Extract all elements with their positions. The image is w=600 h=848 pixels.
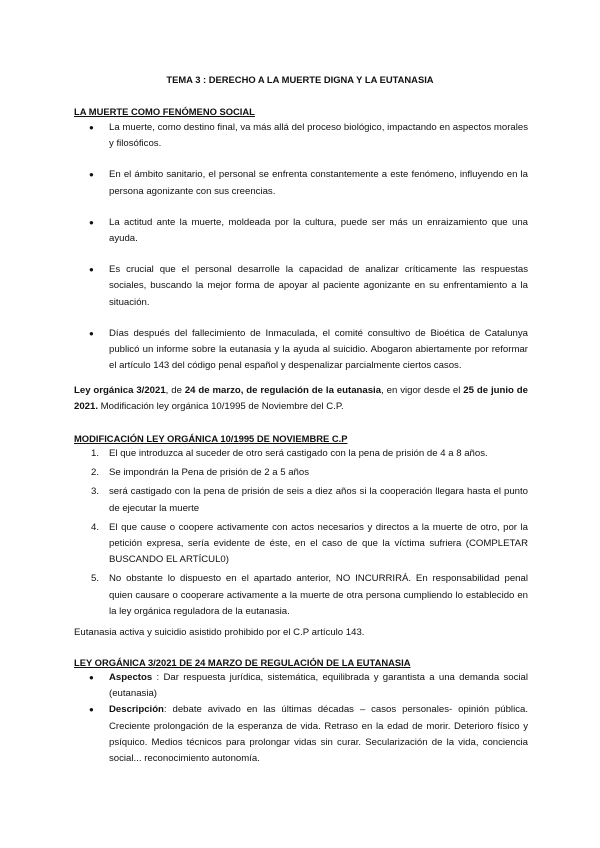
section-heading-modificacion-ley: MODIFICACIÓN LEY ORGÁNICA 10/1995 DE NOVIEMBRE C.P [74, 433, 348, 444]
list-item [74, 571, 528, 620]
item-label: Aspectos [109, 672, 153, 683]
section-heading-muerte-fenomeno-social: LA MUERTE COMO FENÓMENO SOCIAL [74, 106, 255, 117]
bullet-icon: ● [89, 705, 94, 715]
text-run: , en vigor desde el [381, 385, 464, 396]
list-item-text: : Dar respuesta jurídica, sistemática, equilibrada y garantista a una demanda social (eutanasia) [109, 672, 528, 700]
list-item-text: será castigado con la pena de prisión de seis a diez años si la cooperación llegara hasta el punto de ejecutar la muerte [109, 486, 528, 514]
numbered-list-modificacion [74, 446, 528, 623]
list-item-text: : debate avivado en las últimas décadas – casos personales- opinión pública. Creciente prolongación de la esperanza de vida. Retraso en la edad de morir. Deterioro físico y psíquico. Medios técnicos para prolongar vidas sin curar. Secularización de la vida, conciencia social... reconocimiento autonomía. [109, 704, 528, 765]
list-number: 3. [91, 486, 100, 498]
list-number: 1. [91, 448, 100, 459]
section-heading-ley-3-2021: LEY ORGÁNICA 3/2021 DE 24 MARZO DE REGULACIÓN DE LA EUTANASIA [74, 657, 411, 668]
list-number: 4. [91, 521, 100, 533]
bullet-list-muerte [74, 120, 528, 374]
bullet-icon: ● [89, 217, 94, 227]
list-item [74, 670, 528, 702]
bullet-icon: ● [89, 673, 94, 682]
item-label: Descripción [109, 704, 164, 716]
list-item-text: Se impondrán la Pena de prisión de 2 a 5 años [109, 467, 310, 479]
bullet-icon: ● [89, 123, 94, 132]
ley-organica-paragraph [74, 383, 528, 415]
list-item-text: El que cause o coopere activamente con actos necesarios y directos a la muerte de otro, por la petición expresa, sería evidente de éste, en el caso de que la víctima sufriera (COMPLETAR BUSCANDO EL ARTÍCUL0) [109, 521, 528, 566]
ley-date: 24 de marzo, de regulación de la eutanasia [184, 385, 382, 396]
list-number: 2. [91, 467, 100, 479]
text-run: , de [165, 385, 185, 396]
bullet-icon: ● [89, 170, 94, 180]
list-number: 5. [91, 573, 100, 585]
document-title: TEMA 3 : DERECHO A LA MUERTE DIGNA Y LA EUTANASIA [166, 74, 434, 85]
list-item-text: El que introduzca al suceder de otro será castigado con la pena de prisión de 4 a 8 años. [109, 448, 488, 459]
list-item [74, 120, 528, 152]
list-item-text: En el ámbito sanitario, el personal se enfrenta constantemente a este fenómeno, influyendo en la persona agonizante con sus creencias. [109, 169, 528, 197]
ley-effective-date: 25 de junio de 2021. [74, 385, 528, 413]
list-item-text: La actitud ante la muerte, moldeada por la cultura, puede ser más un enraizamiento que una ayuda. [109, 216, 528, 245]
eutanasia-prohibida-line: Eutanasia activa y suicidio asistido prohibido por el C.P artículo 143. [74, 627, 365, 638]
list-item [74, 326, 528, 375]
bullet-list-ley-3-2021 [74, 670, 528, 767]
list-item-text: No obstante lo dispuesto en el apartado anterior, NO INCURRIRÁ. En responsabilidad penal quien causare o cooperare activamente a la muerte de otra persona cumpliendo lo establecido en la ley orgánica reguladora de la eutanasia. [109, 573, 528, 617]
text-run: Modificación ley orgánica 10/1995 de Noviembre del C.P. [98, 401, 344, 413]
bullet-icon: ● [89, 328, 94, 338]
ley-reference: Ley orgánica 3/2021 [74, 385, 166, 396]
list-item [74, 465, 528, 481]
list-item [74, 520, 528, 569]
list-item [74, 446, 528, 462]
list-item [74, 262, 528, 311]
list-item-text: Es crucial que el personal desarrolle la capacidad de analizar críticamente las respuestas sociales, buscando la mejor forma de apoyar al paciente agonizante en su enfrentamiento a la situación. [109, 264, 528, 308]
list-item [74, 167, 528, 199]
list-item-text: La muerte, como destino final, va más allá del proceso biológico, impactando en aspectos morales y filosóficos. [109, 122, 528, 150]
list-item [74, 702, 528, 767]
bullet-icon: ● [89, 265, 94, 275]
list-item [74, 484, 528, 516]
list-item-text: Días después del fallecimiento de Inmaculada, el comité consultivo de Bioética de Catalunya publicó un informe sobre la eutanasia y la ayuda al suicidio. Abogaron abiertamente por reformar el artículo 143 del código penal español y despenalizar parcialmente ciertos casos. [109, 327, 528, 372]
list-item [74, 215, 528, 247]
